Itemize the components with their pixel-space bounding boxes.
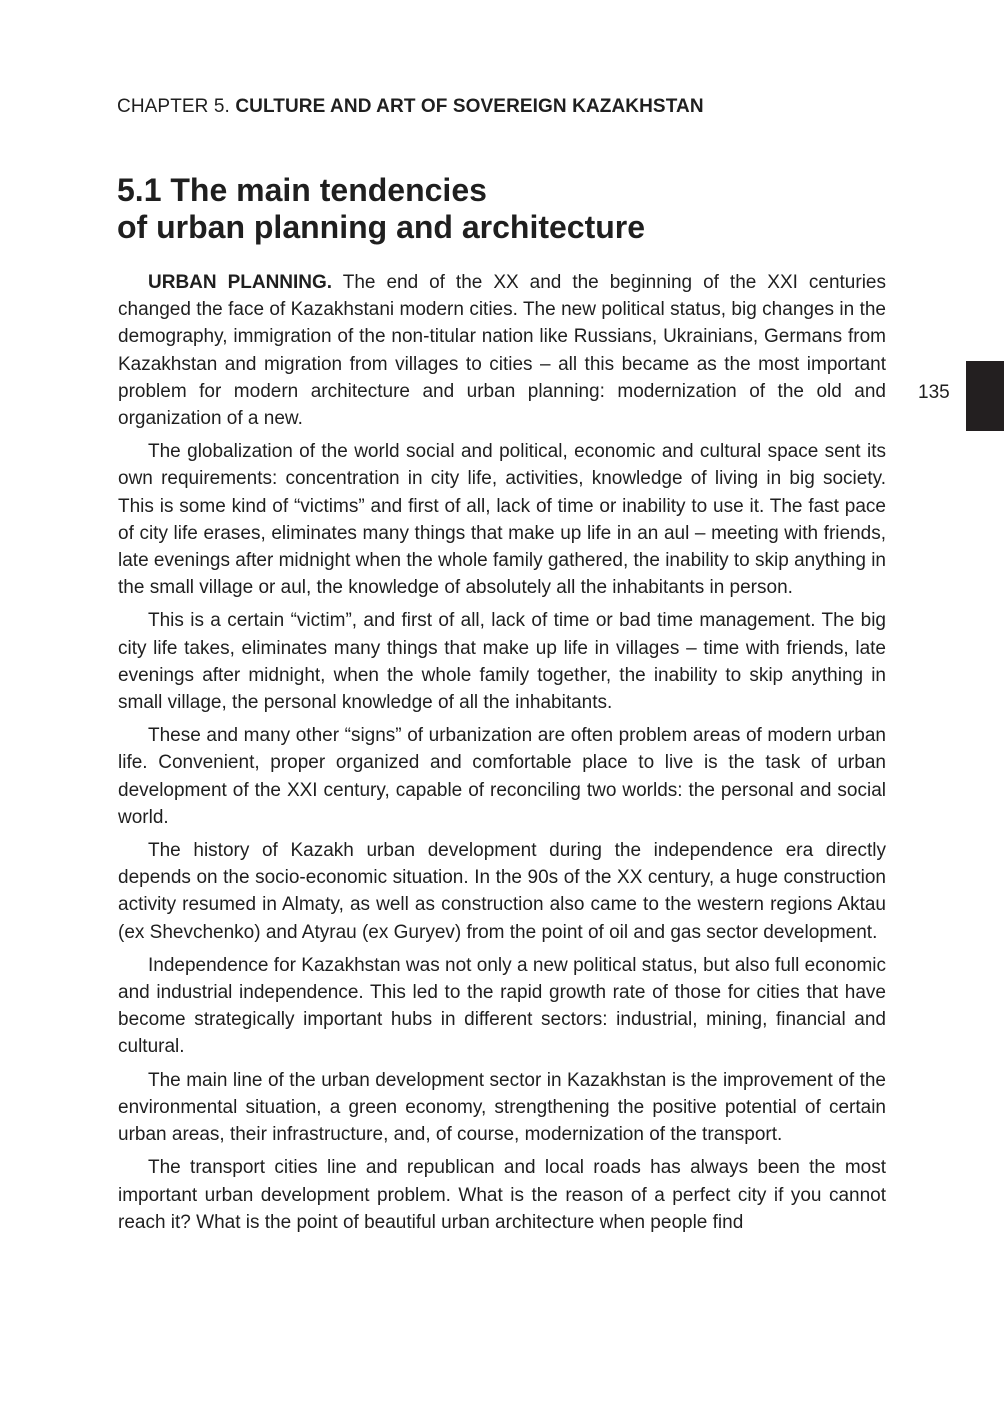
- paragraph-independence: Independence for Kazakhstan was not only a new political status, but also full economic and industrial independence. This led to the rapid growth rate of those for cities that have become strategically important hubs in different sectors: industrial, mining, financial and cultural.: [118, 954, 886, 1058]
- body-text: [118, 269, 886, 1242]
- running-header: [117, 96, 704, 118]
- paragraph-history: The history of Kazakh urban development during the independence era directly depends on the socio-economic situation. In the 90s of the XX century, a huge construction activity resumed in Almaty, as well as construction also came to the western regions Aktau (ex Shevchenko) and Atyrau (ex Guryev) from the point of oil and gas sector development.: [118, 840, 886, 943]
- chapter-thumb-tab: [966, 361, 1004, 431]
- paragraph-victim: This is a certain “victim”, and first of all, lack of time or bad time management. The big city life takes, eliminates many things that make up life in villages – time with friends, late evenings after midnight, when the whole family together, the inability to skip anything in small village, the personal knowledge of all the inhabitants.: [118, 610, 886, 714]
- chapter-prefix: CHAPTER 5.: [117, 96, 230, 117]
- page-number: 135: [918, 382, 950, 403]
- paragraph-globalization: The globalization of the world social and political, economic and cultural space sent its own requirements: concentration in city life, activities, knowledge of living in big society. This is some kind of “victims” and first of all, lack of time or inability to use it. The fast pace of city life erases, eliminates many things that make up life in an aul – meeting with friends, late evenings after midnight when the whole family gathered, the inability to skip anything in the small village or aul, the knowledge of absolutely all the inhabitants in person.: [118, 441, 886, 599]
- paragraph-urban-planning: [118, 269, 886, 432]
- chapter-title: CULTURE AND ART OF SOVEREIGN KAZAKHSTAN: [235, 96, 704, 117]
- section-title-line-2: of urban planning and architecture: [117, 209, 646, 245]
- paragraph-transport: The transport cities line and republican and local roads has always been the most important urban development problem. What is the reason of a perfect city if you cannot reach it? What is the point of beautiful urban architecture when people find: [118, 1157, 886, 1233]
- paragraph-lead: URBAN PLANNING.: [148, 272, 333, 293]
- paragraph-main-line: The main line of the urban development sector in Kazakhstan is the improvement of the environmental situation, a green economy, strengthening the positive potential of certain urban areas, their infrastructure, and, of course, modernization of the transport.: [118, 1069, 886, 1146]
- section-title: [117, 172, 817, 246]
- paragraph-signs-of-urbanization: These and many other “signs” of urbanization are often problem areas of modern urban life. Convenient, proper organized and comfortable place to live is the task of urban development of the XXI century, capable of reconciling two worlds: the personal and social world.: [118, 725, 886, 828]
- section-title-line-1: 5.1 The main tendencies: [117, 172, 487, 208]
- paragraph-text: The end of the XX and the beginning of the XXI centuries changed the face of Kazakhstani modern cities. The new political status, big changes in the demography, immigration of the non-titular nation like Russians, Ukrainians, Germans from Kazakhstan and migration from villages to cities – all this became as the most important problem for modern architecture and urban planning: modernization of the old and organization of a new.: [118, 272, 886, 430]
